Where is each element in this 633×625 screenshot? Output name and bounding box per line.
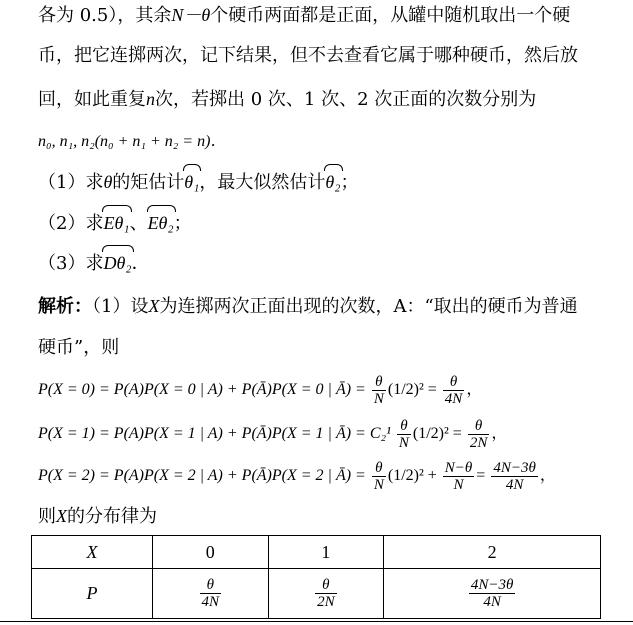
equation-x0: [38, 374, 482, 407]
question-text: ．: [131, 253, 150, 274]
denominator: 4N: [444, 391, 463, 407]
denominator: 2N: [317, 594, 335, 611]
table-cell: [268, 569, 384, 619]
theta-symbol: θ: [103, 172, 113, 192]
solution-label: 解析：: [38, 296, 92, 317]
equation-mid: (1/2)² =: [412, 425, 462, 443]
question-text: ，最大似然估计: [199, 172, 326, 193]
equation-mid: (1/2)² =: [387, 381, 437, 399]
fraction: [443, 460, 475, 493]
problem-text: 次，若掷出 0 次、1 次、2 次正面的次数分别为: [155, 89, 537, 110]
fraction: [491, 460, 538, 493]
question-2: [38, 212, 192, 235]
numerator: θ: [315, 577, 337, 594]
problem-line-3: [38, 88, 536, 111]
question-text: ；: [340, 172, 359, 193]
denominator: N: [453, 477, 464, 493]
equation-lhs: P(X = 1) = P(A)P(X = 1 | A) + P(Ā)P(X = 1 | Ā) = C₂¹: [38, 425, 391, 443]
expectation-2: Eθ₂: [147, 213, 174, 233]
denominator: 4N: [505, 477, 524, 493]
solution-line-2: [38, 337, 119, 359]
numerator: θ: [372, 374, 386, 391]
table-row-x: [32, 536, 601, 569]
table-header-x: X: [32, 536, 153, 569]
distribution-intro: [38, 505, 157, 528]
denominator: N: [373, 477, 384, 493]
question-text: （1）求: [38, 172, 104, 193]
problem-variable: N－θ: [171, 5, 211, 25]
solution-text: （1）设: [92, 296, 149, 317]
table-cell: 0: [153, 536, 269, 569]
question-1: [38, 171, 359, 194]
denominator: N: [398, 435, 409, 451]
question-text: （3）求: [38, 253, 104, 274]
solution-text: 则: [38, 506, 56, 527]
fraction: [200, 577, 222, 610]
table-row-p: [32, 569, 601, 619]
table-cell: [384, 569, 601, 619]
fraction: [469, 577, 516, 610]
mle-estimator: θ₂: [325, 172, 341, 192]
numerator: θ: [200, 577, 222, 594]
denominator: 2N: [469, 435, 488, 451]
bottom-rule: [0, 621, 633, 622]
equation-lhs: P(X = 0) = P(A)P(X = 0 | A) + P(Ā)P(X = 0 | Ā) =: [38, 381, 366, 399]
problem-text: 各为 0.5），其余: [38, 5, 172, 26]
problem-line-4: [38, 131, 226, 153]
table-header-p: P: [32, 569, 153, 619]
table-cell: 2: [384, 536, 601, 569]
problem-line-1: [38, 4, 570, 27]
equation-end: ，: [491, 425, 508, 443]
variance-2: Dθ₂: [103, 253, 132, 273]
equation-lhs: P(X = 2) = P(A)P(X = 2 | A) + P(Ā)P(X = 2 | Ā) =: [38, 467, 366, 485]
equation-end: ，: [466, 381, 483, 399]
table-cell: 1: [268, 536, 384, 569]
count-constraint: n₀, n₁, n₂(n₀ + n₁ + n₂ = n)．: [38, 133, 227, 150]
numerator: N−θ: [444, 460, 473, 476]
question-text: 、: [129, 213, 148, 234]
fraction: [315, 577, 337, 610]
fraction: [443, 374, 465, 407]
question-text: （2）求: [38, 213, 104, 234]
numerator: 4N−3θ: [493, 460, 536, 476]
equation-end: ，: [539, 467, 556, 485]
question-text: ；: [173, 213, 192, 234]
numerator: θ: [397, 418, 411, 435]
fraction: [372, 460, 386, 493]
numerator: θ: [443, 374, 465, 391]
random-variable: X: [148, 296, 160, 316]
problem-line-2: [38, 45, 578, 67]
fraction: [397, 418, 411, 451]
problem-text: 币，把它连掷两次，记下结果，但不去查看它属于哪种硬币，然后放: [38, 45, 578, 66]
numerator: θ: [468, 418, 490, 435]
distribution-table: [31, 535, 601, 619]
moment-estimator: θ₁: [184, 172, 200, 192]
problem-text: 个硬币两面都是正面，从罐中随机取出一个硬: [210, 5, 571, 26]
random-variable: X: [56, 506, 67, 526]
solution-text: 的分布律为: [67, 506, 157, 527]
problem-text: 回，如此重复: [38, 89, 146, 110]
question-3: [38, 252, 150, 275]
problem-variable: n: [146, 89, 155, 109]
solution-text: 硬币”，则: [38, 337, 120, 358]
numerator: θ: [372, 460, 386, 477]
numerator: 4N−3θ: [470, 577, 514, 594]
question-text: 的矩估计: [112, 172, 185, 193]
denominator: N: [373, 391, 384, 407]
denominator: 4N: [483, 594, 501, 611]
solution-line-1: [38, 295, 578, 318]
equals-sign: =: [476, 467, 486, 485]
table-cell: [153, 569, 269, 619]
fraction: [372, 374, 386, 407]
denominator: 4N: [201, 594, 220, 611]
fraction: [468, 418, 490, 451]
expectation-1: Eθ₁: [103, 213, 130, 233]
solution-text: 为连掷两次正面出现的次数，A：“取出的硬币为普通: [159, 296, 578, 317]
equation-x1: [38, 418, 507, 451]
equation-x2: [38, 460, 556, 493]
equation-mid: (1/2)² +: [387, 467, 437, 485]
